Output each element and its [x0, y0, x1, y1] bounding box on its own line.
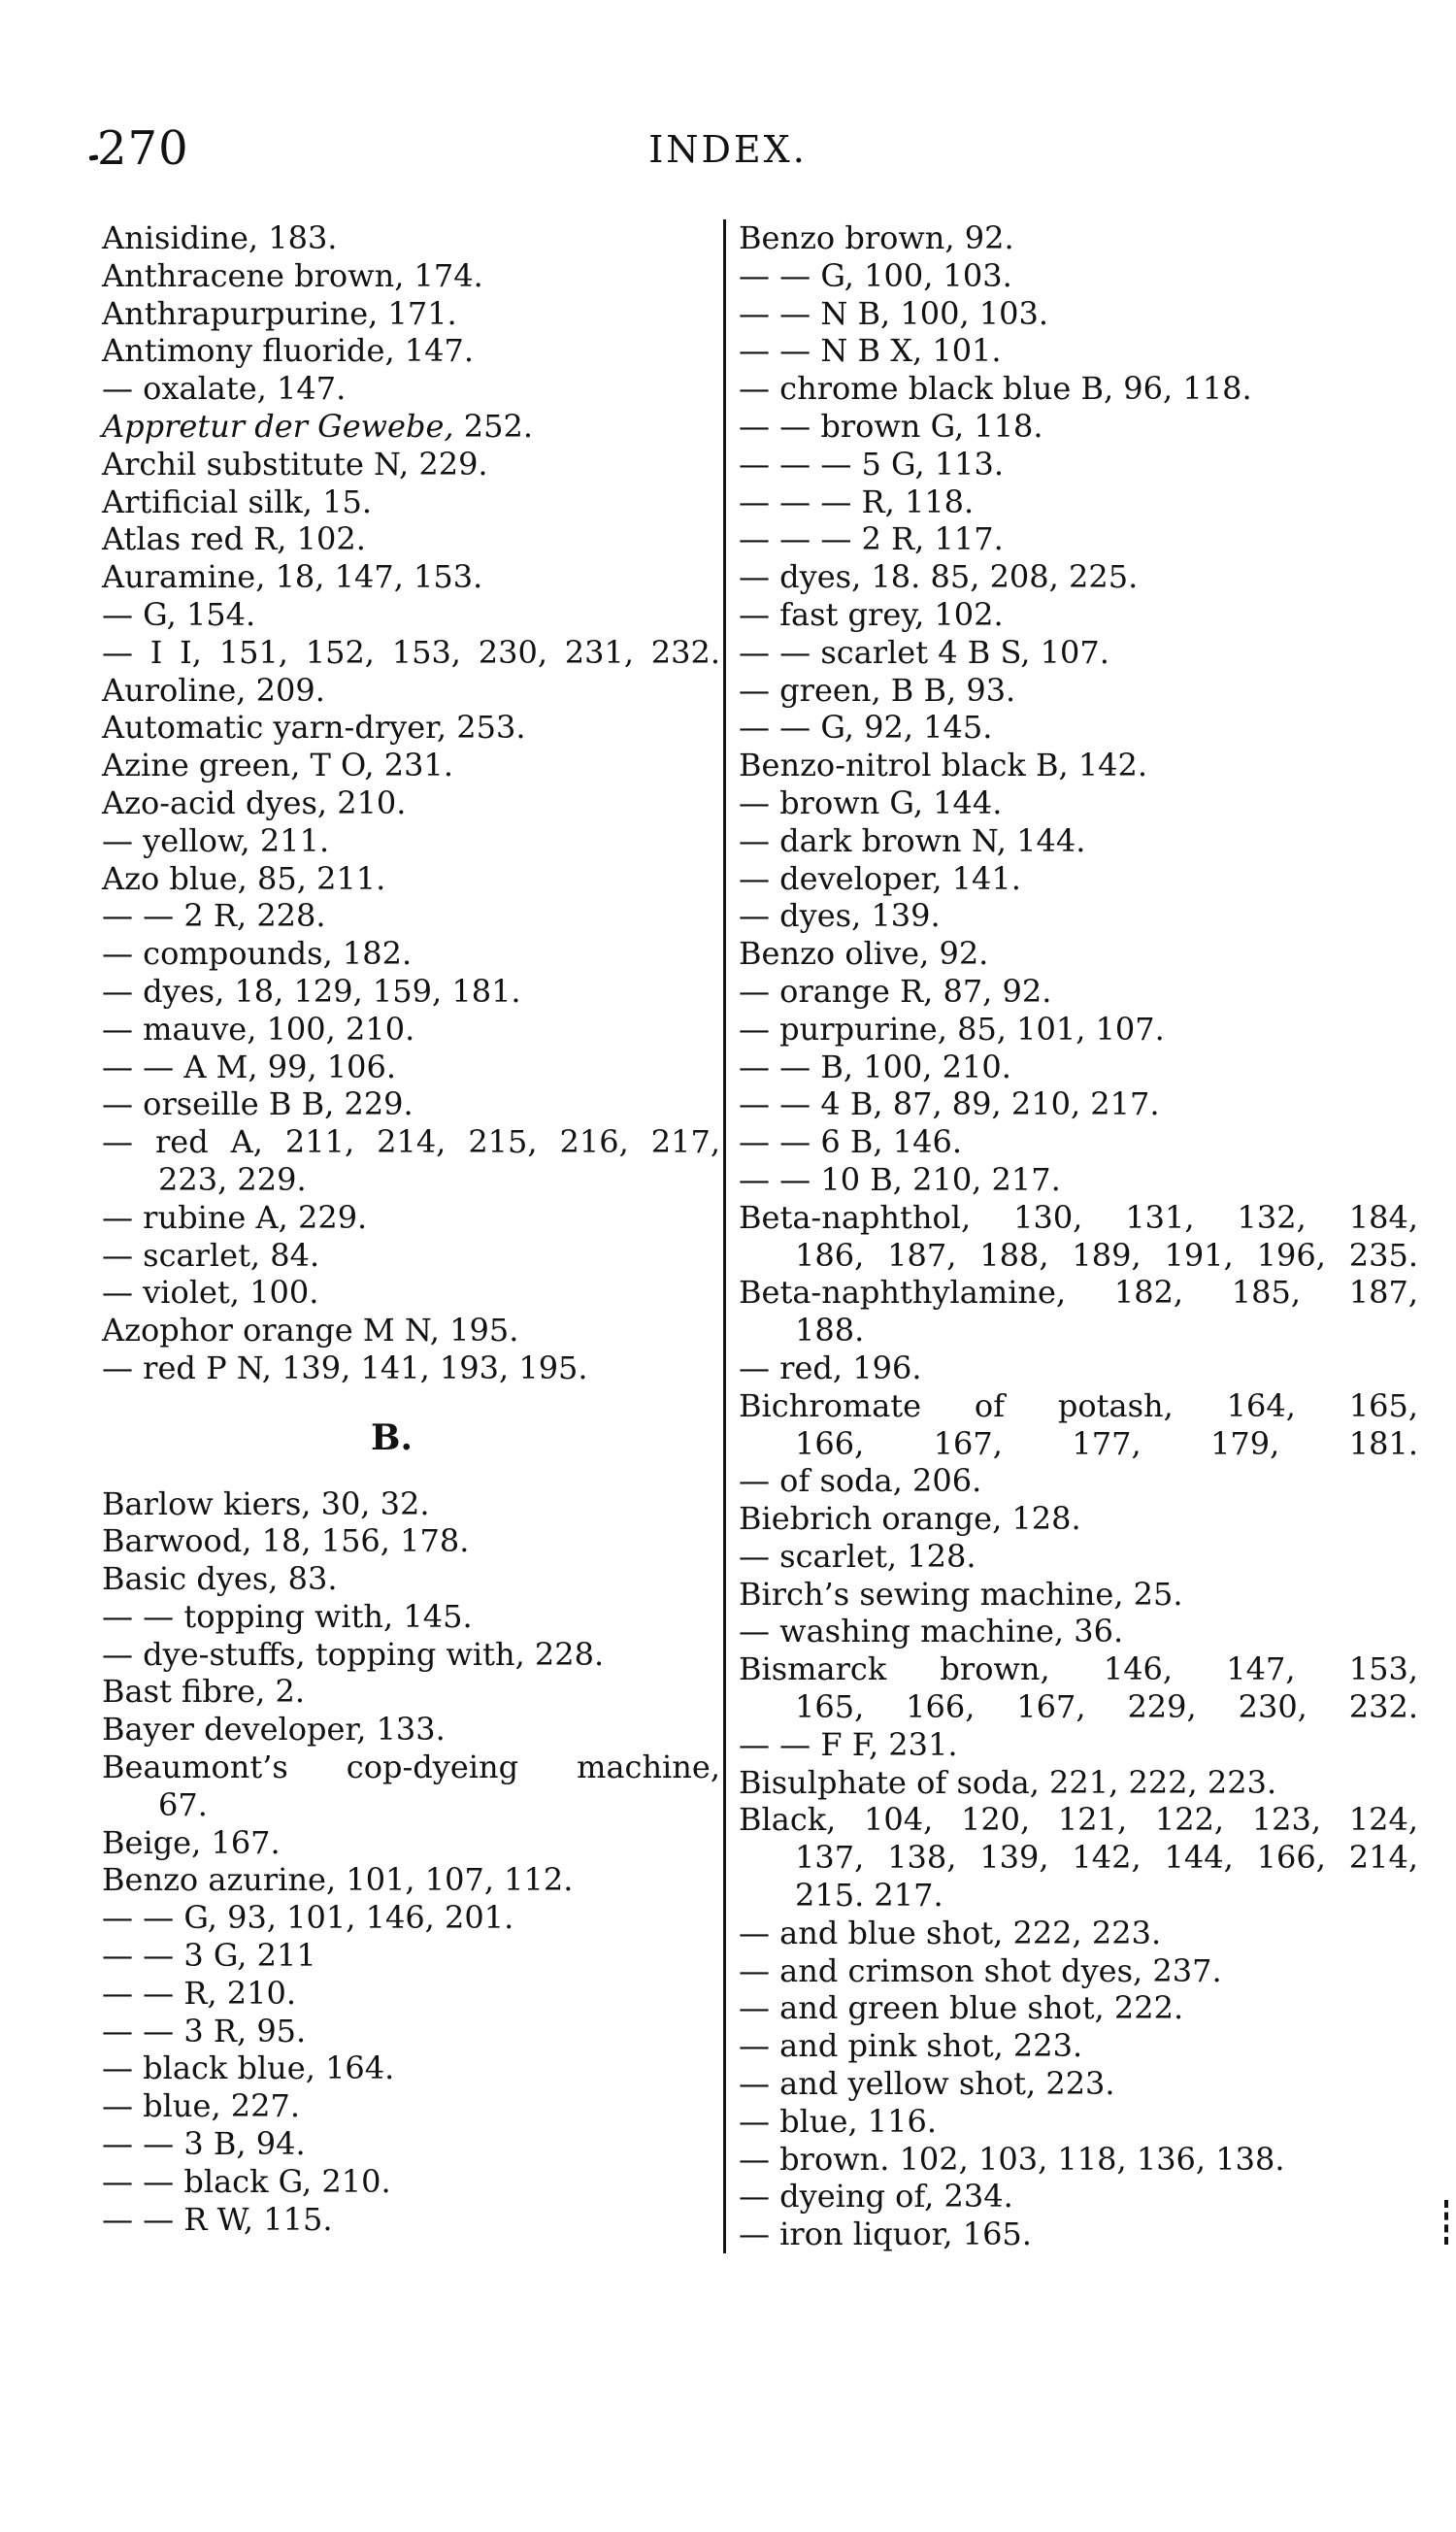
index-entry: — — 4 B, 87, 89, 210, 217. — [739, 1085, 1160, 1123]
index-entry: — — F F, 231. — [739, 1725, 958, 1763]
index-entry: 137, 138, 139, 142, 144, 166, 214, — [795, 1839, 1418, 1877]
index-entry: Azophor orange M N, 195. — [102, 1312, 519, 1349]
index-entry: — mauve, 100, 210. — [102, 1010, 415, 1048]
index-entry: Bismarck brown, 146, 147, 153, — [739, 1650, 1418, 1688]
index-entry: — — 3 B, 94. — [102, 2125, 306, 2163]
index-entry: Bast fibre, 2. — [102, 1673, 305, 1711]
index-entry: — — 3 R, 95. — [102, 2012, 307, 2049]
left-column — [102, 219, 720, 2253]
index-entry: — I I, 151, 152, 153, 230, 231, 232. — [102, 633, 720, 671]
index-entry: — rubine A, 229. — [102, 1198, 368, 1236]
index-entry: — — A M, 99, 106. — [102, 1048, 397, 1085]
index-entry: Artificial silk, 15. — [102, 483, 372, 520]
index-entry: 166, 167, 177, 179, 181. — [795, 1424, 1418, 1462]
index-entry: Beta-naphthylamine, 182, 185, 187, — [739, 1274, 1418, 1312]
index-entry: — blue, 227. — [102, 2087, 301, 2125]
index-entry: — dyeing of, 234. — [739, 2178, 1013, 2216]
index-entry: — — N B, 100, 103. — [739, 294, 1049, 332]
index-entry: — and blue shot, 222, 223. — [739, 1914, 1162, 1951]
index-entry: Black, 104, 120, 121, 122, 123, 124, — [739, 1801, 1418, 1839]
index-entry: — brown. 102, 103, 118, 136, 138. — [739, 2140, 1285, 2178]
index-entry: — G, 154. — [102, 595, 256, 633]
index-entry: — fast grey, 102. — [739, 595, 1004, 633]
index-entry: — — G, 93, 101, 146, 201. — [102, 1899, 514, 1937]
index-entry: — scarlet, 128. — [739, 1537, 976, 1575]
index-entry: Bichromate of potash, 164, 165, — [739, 1386, 1418, 1424]
index-entry: — chrome black blue B, 96, 118. — [739, 370, 1252, 408]
index-entry: Auroline, 209. — [102, 671, 325, 709]
index-entry: — iron liquor, 165. — [739, 2216, 1032, 2253]
index-entry: 215. 217. — [795, 1877, 943, 1915]
index-entry: Biebrich orange, 128. — [739, 1500, 1081, 1538]
index-entry: — dyes, 139. — [739, 897, 941, 935]
index-entry: Barwood, 18, 156, 178. — [102, 1522, 470, 1560]
index-entry: — and green blue shot, 222. — [739, 1989, 1184, 2027]
index-entry: Atlas red R, 102. — [102, 520, 366, 558]
index-entry: Benzo olive, 92. — [739, 935, 989, 973]
index-entry: — and crimson shot dyes, 237. — [739, 1951, 1222, 1989]
index-entry: Birch’s sewing machine, 25. — [739, 1575, 1183, 1613]
index-entry: — blue, 116. — [739, 2102, 938, 2140]
index-entry: — — N B X, 101. — [739, 332, 1002, 370]
index-entry: — — G, 92, 145. — [739, 709, 993, 747]
index-entry: 188. — [795, 1312, 865, 1349]
index-entry: — — — R, 118. — [739, 483, 975, 520]
index-entry: — orseille B B, 229. — [102, 1085, 414, 1123]
index-entry: — — black G, 210. — [102, 2162, 391, 2200]
index-entry: Azo-acid dyes, 210. — [102, 783, 407, 821]
index-entry: Anthrapurpurine, 171. — [102, 294, 457, 332]
index-entry: — dark brown N, 144. — [739, 821, 1086, 859]
index-entry: — dye-stuffs, topping with, 228. — [102, 1635, 605, 1673]
right-column column-divider-rule — [723, 219, 1418, 2253]
index-entry: Benzo-nitrol black B, 142. — [739, 747, 1148, 784]
index-entry: — purpurine, 85, 101, 107. — [739, 1010, 1165, 1048]
index-entry: Beige, 167. — [102, 1823, 281, 1861]
index-entry: — — R W, 115. — [102, 2200, 333, 2238]
index-entry: — orange R, 87, 92. — [739, 972, 1052, 1010]
index-entry: — — — 2 R, 117. — [739, 520, 1004, 558]
index-entry: Azine green, T O, 231. — [102, 747, 453, 784]
index-entry: Barlow kiers, 30, 32. — [102, 1484, 430, 1522]
index-entry: — scarlet, 84. — [102, 1236, 320, 1274]
index-entry: 186, 187, 188, 189, 191, 196, 235. — [795, 1236, 1418, 1274]
section-heading: B. — [371, 1416, 413, 1458]
index-entry: Azo blue, 85, 211. — [102, 859, 386, 897]
index-entry: — developer, 141. — [739, 859, 1021, 897]
index-entry: 67. — [158, 1785, 208, 1823]
index-entry: Beta-naphthol, 130, 131, 132, 184, — [739, 1198, 1418, 1236]
index-entry: Anthracene brown, 174. — [102, 256, 483, 294]
index-entry: Benzo brown, 92. — [739, 219, 1014, 256]
index-entry: — oxalate, 147. — [102, 370, 347, 408]
index-entry: — red A, 211, 214, 215, 216, 217, — [102, 1123, 720, 1161]
index-entry: Anisidine, 183. — [102, 219, 338, 256]
index-entry: Beaumont’s cop-dyeing machine, — [102, 1749, 720, 1786]
index-entry: 223, 229. — [158, 1160, 307, 1198]
index-entry: — — B, 100, 210. — [739, 1048, 1011, 1085]
index-entry: Bayer developer, 133. — [102, 1711, 446, 1749]
page-title: INDEX. — [648, 128, 808, 171]
index-entry: 165, 166, 167, 229, 230, 232. — [795, 1688, 1418, 1726]
index-entry: — and pink shot, 223. — [739, 2027, 1083, 2065]
index-entry: — dyes, 18, 129, 159, 181. — [102, 972, 521, 1010]
index-entry: Benzo azurine, 101, 107, 112. — [102, 1861, 574, 1899]
index-entry: — green, B B, 93. — [739, 671, 1016, 709]
index-entry: Appretur der Gewebe, 252. — [102, 407, 533, 445]
index-entry: Archil substitute N, 229. — [102, 445, 488, 483]
index-entry: Antimony fluoride, 147. — [102, 332, 475, 370]
index-entry: — — G, 100, 103. — [739, 256, 1012, 294]
index-entry: — — 2 R, 228. — [102, 897, 326, 935]
index-entry: — black blue, 164. — [102, 2049, 395, 2087]
index-entry: — red P N, 139, 141, 193, 195. — [102, 1349, 588, 1386]
index-entry: — yellow, 211. — [102, 821, 330, 859]
index-entry: — washing machine, 36. — [739, 1613, 1124, 1650]
index-entry: — violet, 100. — [102, 1274, 319, 1312]
index-entry: Basic dyes, 83. — [102, 1560, 338, 1598]
page-number: 270 — [97, 121, 189, 176]
index-entry: Auramine, 18, 147, 153. — [102, 558, 483, 596]
index-entry: — — topping with, 145. — [102, 1597, 473, 1635]
index-entry: — — 10 B, 210, 217. — [739, 1160, 1061, 1198]
index-columns — [102, 219, 1422, 2253]
scan-edge-artifact — [1444, 2200, 1448, 2245]
index-entry: — — scarlet 4 B S, 107. — [739, 633, 1109, 671]
index-entry: — brown G, 144. — [739, 783, 1003, 821]
index-entry: — — R, 210. — [102, 1974, 297, 2012]
index-entry: — of soda, 206. — [739, 1462, 982, 1500]
index-entry: — compounds, 182. — [102, 935, 413, 973]
index-entry: — — brown G, 118. — [739, 407, 1043, 445]
index-entry: — — 3 G, 211 — [102, 1937, 316, 1975]
index-entry: — and yellow shot, 223. — [739, 2065, 1115, 2103]
index-entry: Bisulphate of soda, 221, 222, 223. — [739, 1763, 1277, 1801]
index-entry: — red, 196. — [739, 1349, 922, 1386]
index-entry: — — 6 B, 146. — [739, 1123, 962, 1161]
index-entry: — — — 5 G, 113. — [739, 445, 1005, 483]
index-entry: — dyes, 18. 85, 208, 225. — [739, 558, 1139, 596]
index-entry: Automatic yarn-dryer, 253. — [102, 709, 526, 747]
